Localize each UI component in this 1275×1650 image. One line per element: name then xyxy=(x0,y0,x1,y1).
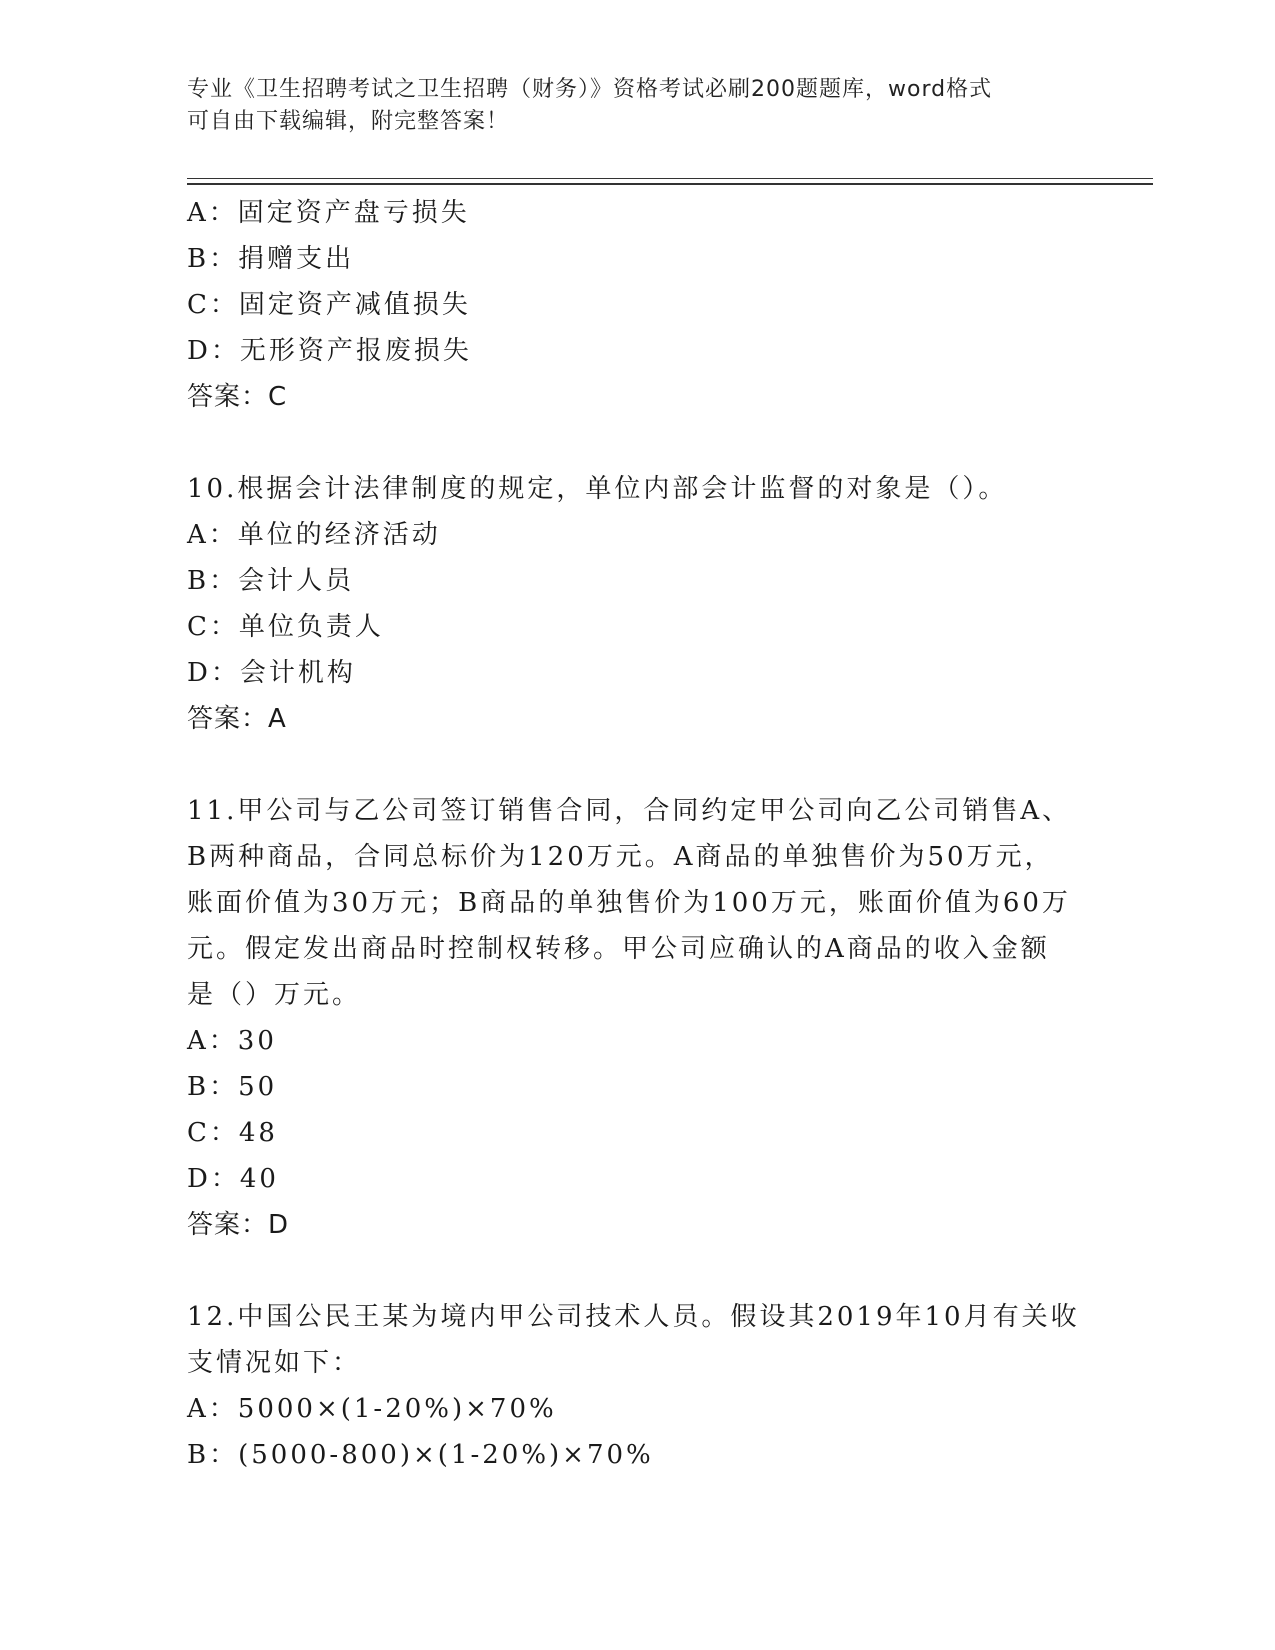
question-12 xyxy=(187,1294,1087,1478)
option-b: B：(5000-800)×(1-20%)×70% xyxy=(187,1440,654,1470)
answer: 答案：C xyxy=(187,382,288,412)
header-divider-thick xyxy=(187,183,1153,185)
option-d: D：会计机构 xyxy=(187,658,356,688)
spacer xyxy=(187,420,1087,466)
question-stem-line: 元。假定发出商品时控制权转移。甲公司应确认的A商品的收入金额 xyxy=(187,934,1050,964)
spacer xyxy=(187,742,1087,788)
option-d: D：40 xyxy=(187,1164,279,1194)
option-a: A：5000×(1-20%)×70% xyxy=(187,1394,557,1424)
question-stem-line: 账面价值为30万元；B商品的单独售价为100万元，账面价值为60万 xyxy=(187,888,1071,918)
option-d: D：无形资产报废损失 xyxy=(187,336,472,366)
option-c: C：单位负责人 xyxy=(187,612,384,642)
spacer xyxy=(187,1248,1087,1294)
question-stem: 10.根据会计法律制度的规定，单位内部会计监督的对象是（）。 xyxy=(187,474,1008,504)
option-b: B：捐赠支出 xyxy=(187,244,355,274)
question-stem-line: 是（）万元。 xyxy=(187,980,362,1010)
answer: 答案：D xyxy=(187,1210,290,1240)
question-stem-line: 12.中国公民王某为境内甲公司技术人员。假设其2019年10月有关收 xyxy=(187,1302,1080,1332)
question-10 xyxy=(187,466,1087,742)
document-header xyxy=(187,74,1067,138)
header-line-1: 专业《卫生招聘考试之卫生招聘（财务）》资格考试必刷200题题库，word格式 xyxy=(187,77,993,102)
question-stem-line: B两种商品，合同总标价为120万元。A商品的单独售价为50万元， xyxy=(187,842,1054,872)
answer: 答案：A xyxy=(187,704,287,734)
header-divider-thin xyxy=(187,178,1153,179)
question-stem-line: 11.甲公司与乙公司签订销售合同，合同约定甲公司向乙公司销售A、 xyxy=(187,796,1072,826)
option-c: C：48 xyxy=(187,1118,278,1148)
question-stem-line: 支情况如下： xyxy=(187,1348,362,1378)
option-b: B：50 xyxy=(187,1072,278,1102)
header-line-2: 可自由下载编辑，附完整答案！ xyxy=(187,109,510,134)
option-a: A：单位的经济活动 xyxy=(187,520,441,550)
option-c: C：固定资产减值损失 xyxy=(187,290,471,320)
question-11 xyxy=(187,788,1087,1248)
option-a: A：30 xyxy=(187,1026,277,1056)
question-list xyxy=(187,190,1087,1478)
option-b: B：会计人员 xyxy=(187,566,355,596)
option-a: A：固定资产盘亏损失 xyxy=(187,198,470,228)
question-9 xyxy=(187,190,1087,420)
